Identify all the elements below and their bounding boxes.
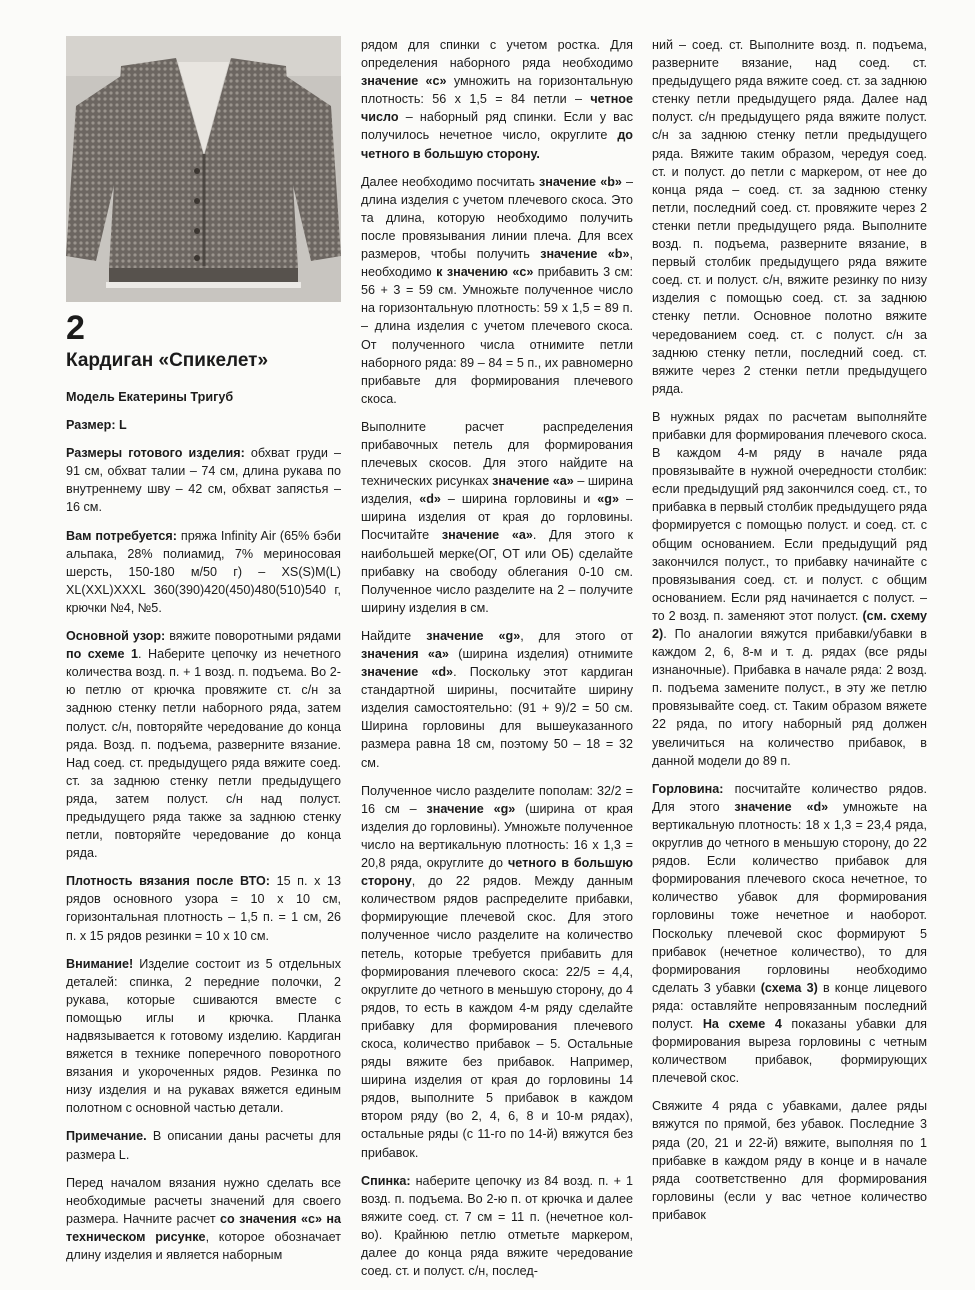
text-run: , которое обозначает длину изделия и является наборным: [66, 1229, 341, 1263]
text-run: (ширина изделия) отнимите: [448, 647, 633, 661]
paragraph: [66, 444, 341, 516]
bold-run: Плотность вязания после ВТО:: [66, 874, 277, 889]
size-line: Размер: L: [66, 418, 127, 433]
text-run: 15 п. х 13 рядов основного узора = 10 х 10 см, горизонтальная плотность – 1,5 п. = 1 см, 26 п. х 15 рядов резинки = 10 х 10 см.: [66, 874, 341, 943]
text-run: посчитайте количество рядов. Для этого: [652, 781, 927, 814]
article-title: Кардиган «Спикелет»: [66, 350, 269, 371]
paragraph: [361, 173, 633, 408]
bold-run: (см. схему 2): [652, 608, 927, 641]
author-line: Модель Екатерины Тригуб: [66, 390, 234, 404]
text-run: . По аналогии вяжутся прибавки/убавки в каждом 2, 6, 8-м и т. д. рядах (все ряды изнаночные). Прибавка в начале ряда: 2 возд. п. подъема замените полуст., в эту же петлю провязывайте соед. ст. Таким образом вяжете 22 ряда, по итогу наборный ряд должен увеличиться на количество прибавок, в данной модели до 89 п.: [652, 627, 927, 768]
bold-run: значение «b»: [540, 247, 630, 262]
text-run: пряжа Infinity Air (65% бэби альпака, 28% полиамид, 7% мериносовая шерсть, 150-180 м/50 г) – XS(S)M(L) XL(XXL)XXXL 360(390)420(450)480(510)540 г, крючки №4, №5.: [66, 528, 341, 615]
paragraph: [652, 1097, 927, 1224]
paragraph: [652, 408, 927, 770]
text-run: . Наберите цепочку из нечетного количества возд. п. + 1 возд. п. подъема. Во 2-ю петлю от крючка провяжите ст. с/н за заднюю стенку петли наборного ряда, затем полуст. с/н, повторяйте чередование до конца ряда. Возд. п. подъема, разверните вязание. Над соед. ст. предыдущего ряда вяжите соед. ст. за заднюю стенку петли предыдущего ряда, затем полуст. с/н над полуст. предыдущего ряда также за заднюю стенку петли, повторяйте чередование до конца ряда.: [66, 647, 341, 861]
bold-run: значение «d»: [361, 665, 454, 680]
column-1: [66, 36, 341, 1274]
col2-paragraphs: [361, 36, 633, 1280]
text-run: . Поскольку этот кардиган стандартной ширины, посчитайте ширину изделия самостоятельно: (91 + 9)/2 = 50 см. Ширина горловины для вышеуказанного размера равна 18 см, поэтому 50 – 18 = 32 см.: [361, 665, 633, 770]
text-run: наберите цепочку из 84 возд. п. + 1 возд. п. подъема. Во 2-ю п. от крючка и далее вяжите соед. ст. 7 см = 11 п. (нечетное кол-во). Крайнюю петлю отметьте маркером, далее до конца ряда вяжите чередование соед. ст. и полуст. с/н, послед-: [361, 1173, 633, 1279]
text-run: , до 22 рядов. Между данным количеством рядов распределите прибавки, формирующие плечевой скос. Для этого полученное число разделите на количество петель, которые требуется прибавить для формирования плечевого скоса: 22/5 = 4,4, округлите до четного в меньшую сторону, до 4 рядов, то есть в каждом 4-м ряду сделайте прибавку для формирования плечевого скоса, количество прибавок – 5. Остальные ряды вяжите без прибавок. Например, ширина изделия от края до горловины 14 рядов, выполните 5 прибавок в каждом втором ряду (во 2, 4, 6, 8 и 10-м рядах), остальные ряды (с 11-го по 14-й) вяжутся без прибавок.: [361, 874, 633, 1160]
bold-run: Вам потребуется:: [66, 528, 181, 543]
paragraph: [66, 872, 341, 944]
bold-run: значение «g»: [426, 801, 516, 816]
paragraph: [361, 627, 633, 772]
bold-run: Спинка:: [361, 1173, 416, 1188]
col3-paragraphs: [652, 36, 927, 1224]
text-run: – ширина горловины и: [440, 492, 598, 507]
bold-run: «d»: [419, 492, 441, 507]
bold-run: (схема 3): [760, 980, 818, 995]
col1-paragraphs: [66, 444, 341, 1264]
paragraph: [66, 955, 341, 1118]
paragraph: [66, 627, 341, 862]
text-run: . Для этого к наибольшей мерке(ОГ, ОТ или ОБ) сделайте прибавку на свободу облегания 0-10 см. Полученное число разделите на 2 – получите ширину изделия в см.: [361, 528, 633, 615]
paragraph: [361, 36, 633, 163]
bold-run: до четного в большую сторону.: [361, 128, 633, 161]
text-run: умножить на горизонтальную плотность: 56 х 1,5 = 84 петли –: [361, 74, 633, 107]
bold-run: значение «а»: [492, 474, 574, 489]
bold-run: Горловина:: [652, 781, 735, 796]
text-run: обхват груди – 91 см, обхват талии – 74 см, длина рукава по внутреннему шву – 42 см, обхват запястья – 16 см.: [66, 446, 341, 515]
text-run: Найдите: [361, 628, 427, 643]
text-run: – длина изделия с учетом плечевого скоса. Это та длина, которую необходимо получить после провязывания линии плеча. Для всех размеров, чтобы получить: [361, 174, 633, 262]
text-run: – ширина изделия от края до горловины. Посчитайте: [361, 492, 633, 543]
text-run: прибавить 3 см: 56 + 3 = 59 см. Умножьте полученное число на горизонтальную плотность: 59 х 1,5 = 89 п. – длина изделия с учетом плечевого скоса. От полученного числа отнимите петли наборного ряда: 89 – 84 = 5 п., их равномерно прибавьте для формирования плечевого скоса.: [361, 265, 633, 406]
text-run: , необходимо: [361, 247, 633, 280]
bold-run: по схеме 1: [66, 647, 138, 662]
text-run: (ширина от края изделия до горловины). Умножьте полученное число на вертикальную плотность: 16 х 1,3 = 20,8 ряда, округлите до: [361, 801, 633, 871]
text-run: вяжите поворотными рядами: [169, 629, 342, 644]
bold-run: значение «с»: [361, 74, 447, 89]
bold-run: к значению «с»: [436, 265, 534, 280]
text-run: В описании даны расчеты для размера L.: [66, 1129, 341, 1162]
text-run: , для этого от: [520, 628, 633, 643]
bold-run: значение «а»: [441, 528, 533, 543]
bold-run: Размеры готового изделия:: [66, 446, 251, 461]
bold-run: значения «а»: [361, 647, 449, 661]
paragraph: [361, 782, 633, 1162]
column-2: [361, 36, 633, 1290]
paragraph: [361, 1172, 633, 1281]
cardigan-photo: [66, 36, 341, 302]
text-run: Свяжите 4 ряда с убавками, далее ряды вяжутся по прямой, без убавок. Последние 3 ряда (20, 21 и 22-й) вяжите, выполняя по 1 прибавке в каждом ряду в конце и в начале ряда соответственно для формирования горловины (если у вас четное количество прибавок: [652, 1099, 927, 1222]
bold-run: значение «b»: [538, 174, 622, 189]
paragraph: [652, 780, 927, 1088]
bold-run: На схеме 4: [702, 1016, 782, 1031]
text-run: Далее необходимо посчитать: [361, 174, 539, 189]
text-run: – наборный ряд спинки. Если у вас получилось нечетное число, округлите: [361, 110, 633, 143]
text-run: Перед началом вязания нужно сделать все необходимые расчеты значений для своего размера. Начните расчет: [66, 1175, 341, 1226]
text-run: ний – соед. ст. Выполните возд. п. подъема, разверните вязание, над соед. ст. предыдущего ряда вяжите соед. ст. за заднюю стенку петли предыдущего ряда. Далее над полуст. с/н предыдущего ряда вяжите полуст. с/н за заднюю стенку петли предыдущего ряда. Вяжите таким образом, чередуя соед. ст. и полуст. до петли с маркером, от нее до конца ряда – соед. ст. за заднюю стенку петли, последний соед. ст. провяжите через 2 стенки петли предыдущего ряда. Выполните возд. п. подъема, разверните вязание, в первый столбик предыдущего ряда вяжите соед. ст. и полуст. с/н, вяжите резинку по низу изделия с помощью соед. ст. за заднюю стенку петли. Основное полотно вяжите чередованием соед. ст. с полуст. с/н за заднюю стенку петли, последний соед. ст. вяжите через 2 стенки петли предыдущего ряда.: [652, 38, 927, 396]
bold-run: со значения «с» на техническом рисунке: [66, 1211, 341, 1244]
paragraph: [66, 1127, 341, 1163]
paragraph: [66, 1174, 341, 1264]
text-run: В нужных рядах по расчетам выполняйте прибавки для формирования плечевого скоса. В каждом 4-м ряду в начале ряда провязывайте в нужной очередности столбик: если предыдущий ряд закончился соед. ст., то прибавка в первый столбик предыдущего ряда формируется с помощью полуст. и соед. ст. с общим основанием. Если предыдущий ряд закончился полуст., то прибавку начинайте с провязывания соед. ст. и полуст. с общим основанием. Если ряд начинается с полуст. – то 2 возд. п. заменяют этот полуст.: [652, 409, 927, 623]
column-3: [652, 36, 927, 1234]
bold-run: значение «d»: [734, 799, 829, 814]
text-run: показаны убавки для формирования выреза горловины с четным количеством прибавок, формирующих плечевой скос.: [652, 1016, 928, 1086]
text-run: Изделие состоит из 5 отдельных деталей: спинка, 2 передние полочки, 2 рукава, которые сшиваются вместе с помощью иглы и крючка. Планка надвязывается к готовому изделию. Кардиган вяжется в технике поперечного поворотного вязания и укороченных рядов. Резинка по низу изделия и на рукавах вяжется единым полотном с основной частью детали.: [66, 956, 341, 1116]
text-run: рядом для спинки с учетом ростка. Для определения наборного ряда необходимо: [361, 38, 633, 71]
paragraph: [66, 527, 341, 617]
bold-run: четного в большую сторону: [361, 856, 633, 889]
paragraph: [361, 418, 633, 617]
paragraph: [652, 36, 927, 398]
bold-run: Внимание!: [66, 956, 140, 971]
article-number: 2: [66, 309, 85, 347]
bold-run: Основной узор:: [66, 629, 170, 644]
bold-run: четное число: [361, 92, 633, 125]
text-run: – ширина изделия,: [361, 474, 633, 507]
bold-run: «g»: [597, 492, 619, 507]
text-run: умножьте на вертикальную плотность: 18 х 1,3 = 23,4 ряда, округлив до четного в меньшую сторону, до 22 рядов. Если количество прибавок для формирования плечевого скоса нечетное, то количество убавок для формирования горловины тоже нечетное и наоборот. Поскольку плечевой скос формируют 5 прибавок (нечетное количество), то для формирования горловины необходимо сделать 3 убавки: [652, 799, 927, 995]
text-run: Полученное число разделите пополам: 32/2 = 16 см –: [361, 783, 633, 816]
bold-run: значение «g»: [426, 628, 521, 643]
bold-run: Примечание.: [66, 1129, 153, 1144]
text-run: Выполните расчет распределения прибавочных петель для формирования плечевых скосов. Для этого найдите на технических рисунках: [361, 419, 633, 489]
text-run: в конце лицевого ряда: оставляйте непровязанным последний полуст.: [652, 980, 927, 1031]
